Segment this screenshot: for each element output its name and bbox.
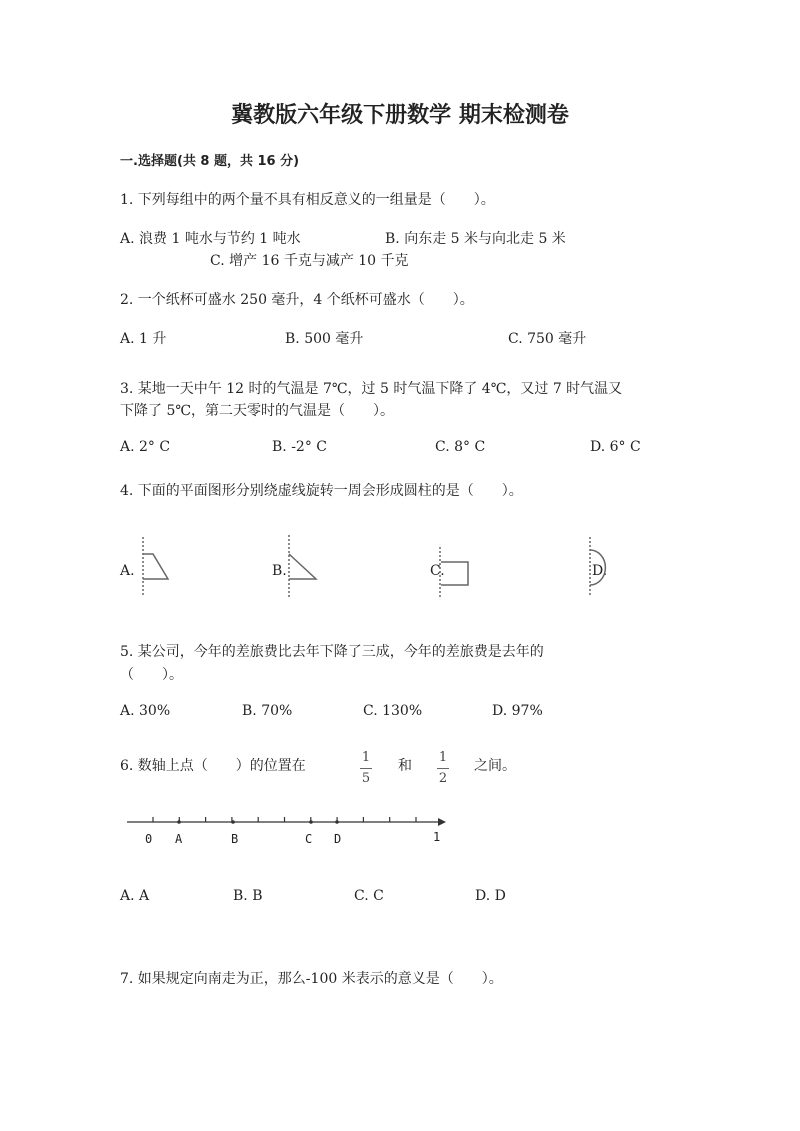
and-text: 和 (398, 758, 412, 774)
q1-option-c: C. 增产 16 千克与减产 10 千克 (210, 253, 409, 269)
label-b: B (231, 832, 239, 846)
question-1: 1. 下列每组中的两个量不具有相反意义的一组量是（ ）。 (120, 192, 495, 208)
q2-option-b: B. 500 毫升 (285, 331, 364, 347)
q5-option-b: B. 70% (242, 703, 293, 719)
q5-option-a: A. 30% (120, 703, 171, 719)
q6-option-d: D. D (475, 888, 506, 904)
q4-option-d: D. (592, 563, 608, 579)
page-title: 冀教版六年级下册数学 期末检测卷 (231, 103, 569, 128)
q4-option-a: A. (120, 563, 135, 579)
question-6: 6. 数轴上点（ ）的位置在 (120, 758, 306, 774)
label-0: 0 (145, 832, 153, 846)
question-3-line2: 下降了 5℃，第二天零时的气温是（ ）。 (120, 403, 395, 419)
q3-option-c: C. 8° C (435, 439, 486, 455)
q6-option-b: B. B (233, 888, 263, 904)
point-dot (335, 820, 339, 824)
denominator: 5 (361, 771, 371, 786)
q6-option-a: A. A (120, 888, 150, 904)
q2-option-a: A. 1 升 (120, 331, 167, 347)
question-3-line1: 3. 某地一天中午 12 时的气温是 7℃，过 5 时气温下降了 4℃，又过 7 时气温又 (120, 381, 623, 397)
label-1: 1 (433, 830, 441, 844)
point-dot (309, 820, 313, 824)
question-2: 2. 一个纸杯可盛水 250 毫升，4 个纸杯可盛水（ ）。 (120, 292, 474, 308)
numerator: 1 (438, 750, 448, 765)
question-4: 4. 下面的平面图形分别绕虚线旋转一周会形成圆柱的是（ ）。 (120, 483, 523, 499)
q3-option-a: A. 2° C (120, 439, 171, 455)
q1-option-a: A. 浪费 1 吨水与节约 1 吨水 (120, 231, 301, 247)
point-dot (231, 820, 235, 824)
question-6-end: 之间。 (474, 758, 516, 774)
label-d: D (334, 832, 342, 846)
q5-option-d: D. 97% (492, 703, 543, 719)
label-a: A (175, 832, 183, 846)
question-7: 7. 如果规定向南走为正，那么-100 米表示的意义是（ ）。 (120, 971, 503, 987)
q4-option-c: C. (430, 563, 445, 579)
q3-option-b: B. -2° C (272, 439, 327, 455)
label-c: C (305, 832, 313, 846)
q5-option-c: C. 130% (363, 703, 423, 719)
q4-option-b: B. (272, 563, 287, 579)
q2-option-c: C. 750 毫升 (508, 331, 587, 347)
point-dot (177, 820, 181, 824)
q3-option-d: D. 6° C (590, 439, 641, 455)
question-5-line2: （ ）。 (120, 667, 183, 683)
section-heading: 一.选择题(共 8 题，共 16 分) (120, 154, 300, 169)
q1-option-b: B. 向东走 5 米与向北走 5 米 (385, 231, 566, 247)
question-5-line1: 5. 某公司，今年的差旅费比去年下降了三成，今年的差旅费是去年的 (120, 644, 544, 660)
numerator: 1 (361, 750, 371, 765)
q6-option-c: C. C (354, 888, 384, 904)
denominator: 2 (438, 771, 448, 786)
